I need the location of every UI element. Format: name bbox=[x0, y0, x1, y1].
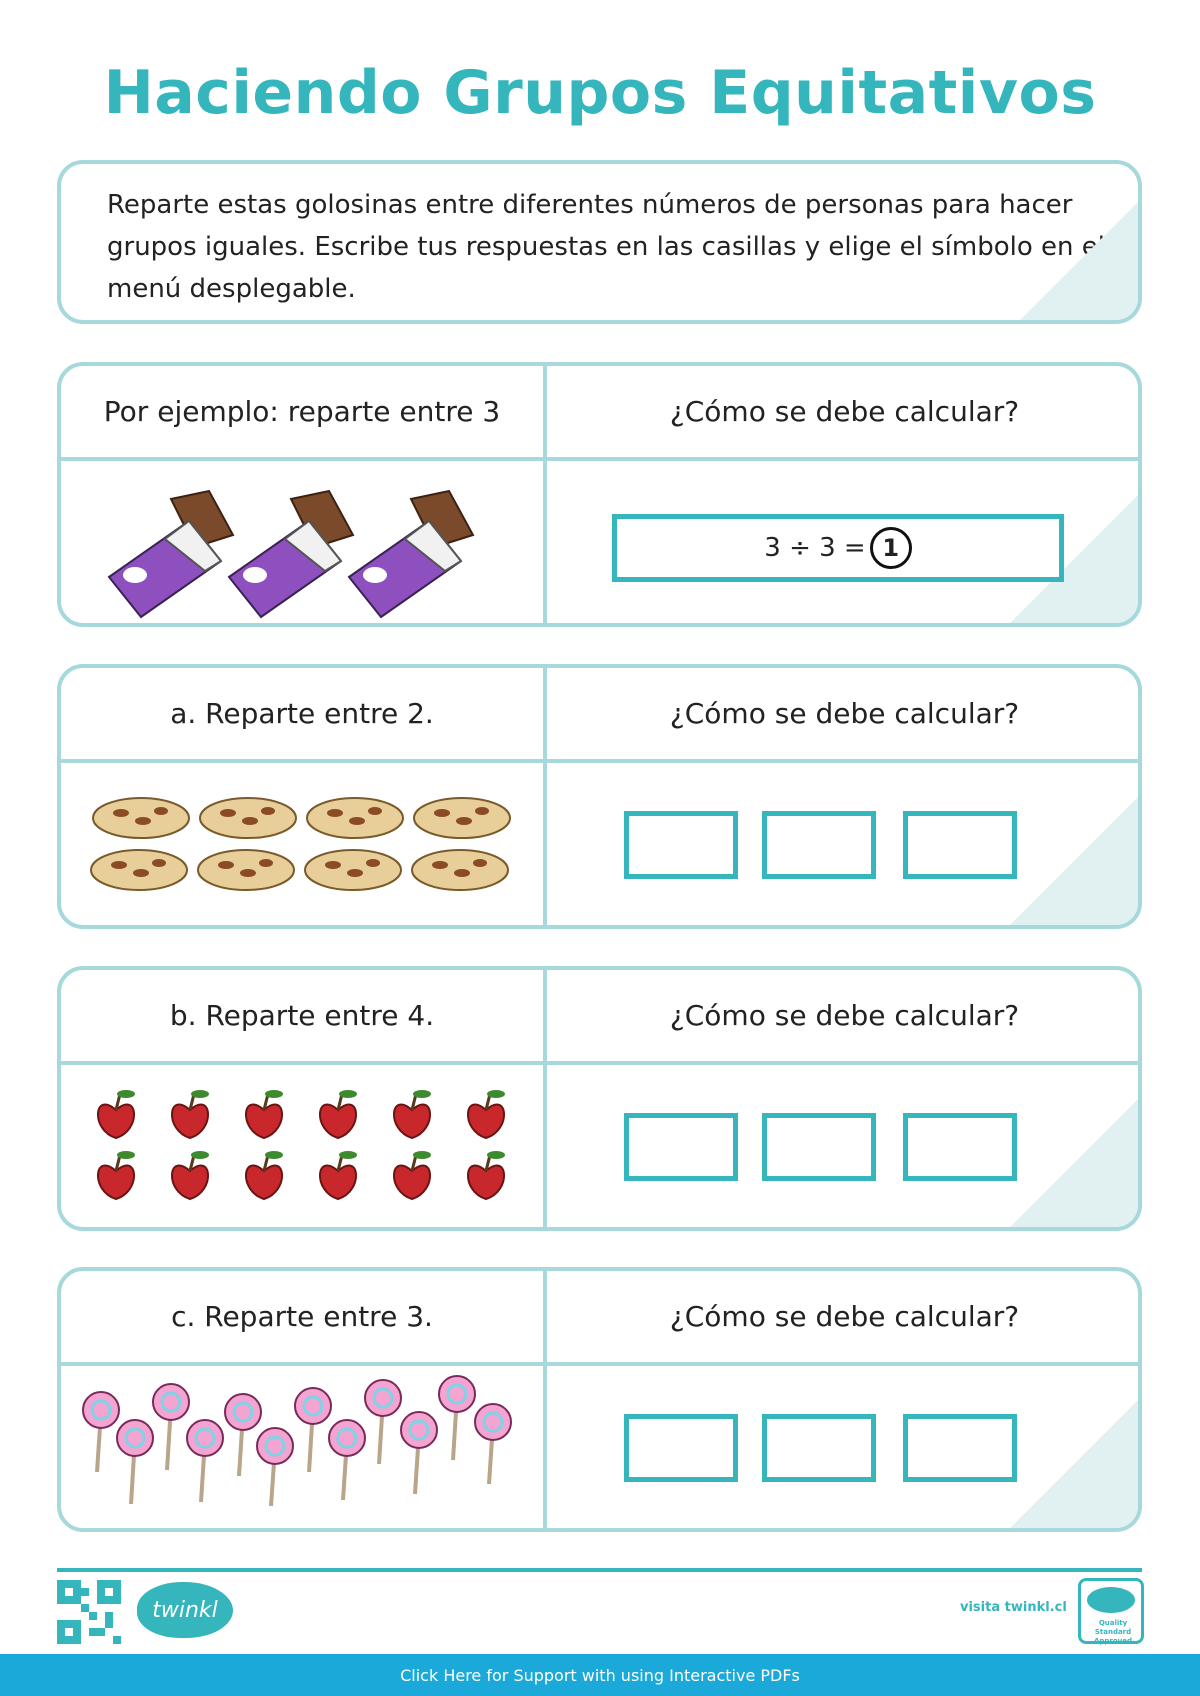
lollipop-icon bbox=[365, 1380, 401, 1416]
apple-icon bbox=[468, 1090, 505, 1138]
answer-input-2[interactable] bbox=[903, 811, 1017, 879]
apple-icon bbox=[98, 1151, 135, 1199]
twinkl-logo[interactable]: twinkl bbox=[137, 1582, 233, 1638]
footer-divider bbox=[57, 1568, 1142, 1572]
apple-icon bbox=[246, 1151, 283, 1199]
question-c-prompt: ¿Cómo se debe calcular? bbox=[669, 1300, 1020, 1333]
answer-input-1[interactable] bbox=[624, 1414, 738, 1482]
chocolate-bar-icon bbox=[229, 491, 353, 617]
support-link-bar[interactable]: Click Here for Support with using Interactive PDFs bbox=[0, 1654, 1200, 1696]
lollipop-icon bbox=[439, 1376, 475, 1412]
instructions-text: Reparte estas golosinas entre diferentes números de personas para hacer grupos iguales. Escribe tus respuestas en las casillas y elige el símbolo en el menú desplegable. bbox=[107, 190, 1105, 304]
answer-input-2[interactable] bbox=[903, 1113, 1017, 1181]
corner-decoration bbox=[1010, 797, 1138, 925]
chocolate-bar-icon bbox=[109, 491, 233, 617]
lollipop-icon bbox=[225, 1394, 261, 1430]
apple-icon bbox=[394, 1090, 431, 1138]
lollipops-illustration bbox=[61, 1366, 543, 1528]
question-a-section bbox=[57, 664, 1142, 929]
question-b-label: b. Reparte entre 4. bbox=[169, 999, 435, 1032]
lollipop-icon bbox=[475, 1404, 511, 1440]
badge-text: Quality Standard Approved bbox=[1093, 1619, 1133, 1645]
apple-icon bbox=[320, 1090, 357, 1138]
cookies-illustration bbox=[61, 763, 543, 925]
lollipop-icon bbox=[329, 1420, 365, 1456]
corner-decoration bbox=[1020, 202, 1138, 320]
lollipop-icon bbox=[187, 1420, 223, 1456]
chocolate-bar-icon bbox=[349, 491, 473, 617]
apple-icon bbox=[394, 1151, 431, 1199]
lollipop-icon bbox=[295, 1388, 331, 1424]
operator-dropdown[interactable] bbox=[762, 1113, 876, 1181]
example-answer: 1 bbox=[870, 527, 912, 569]
answer-input-1[interactable] bbox=[624, 1113, 738, 1181]
lollipop-icon bbox=[83, 1392, 119, 1428]
instructions-box bbox=[57, 160, 1142, 324]
question-a-label: a. Reparte entre 2. bbox=[170, 697, 434, 730]
lollipop-icon bbox=[401, 1412, 437, 1448]
page-title: Haciendo Grupos Equitativos bbox=[103, 58, 1097, 128]
apple-icon bbox=[172, 1151, 209, 1199]
visit-link[interactable]: visita twinkl.cl bbox=[960, 1600, 1067, 1615]
apple-icon bbox=[172, 1090, 209, 1138]
question-c-label: c. Reparte entre 3. bbox=[171, 1300, 433, 1333]
lollipop-icon bbox=[257, 1428, 293, 1464]
apple-icon bbox=[320, 1151, 357, 1199]
apple-icon bbox=[246, 1090, 283, 1138]
qr-code-icon bbox=[57, 1580, 121, 1644]
lollipop-icon bbox=[117, 1420, 153, 1456]
question-b-section bbox=[57, 966, 1142, 1231]
chocolate-bars-illustration bbox=[61, 461, 543, 623]
example-equation: 3 ÷ 3 = bbox=[764, 533, 866, 563]
corner-decoration bbox=[1010, 1099, 1138, 1227]
example-section bbox=[57, 362, 1142, 627]
operator-dropdown[interactable] bbox=[762, 811, 876, 879]
apples-illustration bbox=[61, 1065, 543, 1227]
question-c-section bbox=[57, 1267, 1142, 1532]
example-label: Por ejemplo: reparte entre 3 bbox=[103, 395, 501, 428]
question-b-prompt: ¿Cómo se debe calcular? bbox=[669, 999, 1020, 1032]
example-question: ¿Cómo se debe calcular? bbox=[669, 395, 1020, 428]
quality-badge-icon bbox=[1078, 1578, 1144, 1644]
answer-input-2[interactable] bbox=[903, 1414, 1017, 1482]
apple-icon bbox=[98, 1090, 135, 1138]
question-a-prompt: ¿Cómo se debe calcular? bbox=[669, 697, 1020, 730]
example-answer-box bbox=[612, 514, 1064, 582]
corner-decoration bbox=[1010, 1400, 1138, 1528]
apple-icon bbox=[468, 1151, 505, 1199]
operator-dropdown[interactable] bbox=[762, 1414, 876, 1482]
lollipop-icon bbox=[153, 1384, 189, 1420]
answer-input-1[interactable] bbox=[624, 811, 738, 879]
